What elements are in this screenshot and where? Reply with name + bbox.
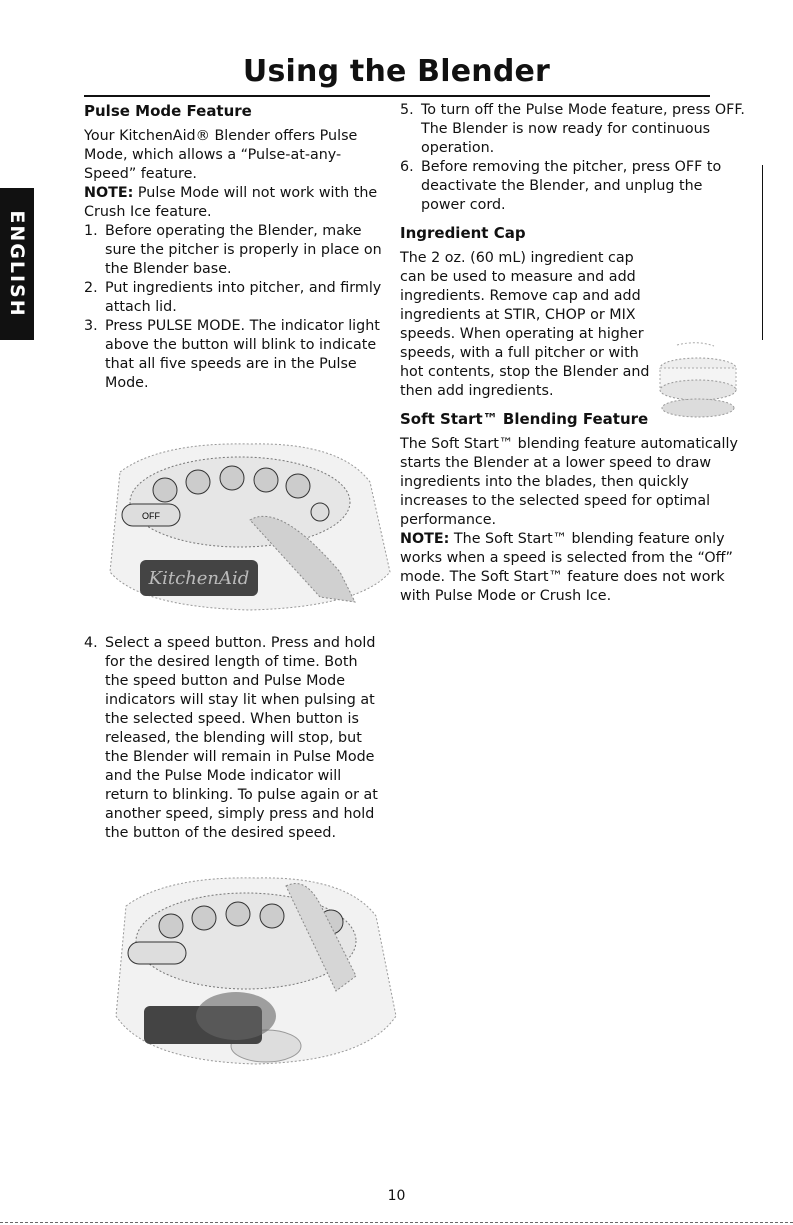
list-item xyxy=(400,101,745,158)
off-button-label: OFF xyxy=(142,511,160,521)
step-number: 5. xyxy=(400,102,414,118)
step-text: Put ingredients into pitcher, and firmly attach lid. xyxy=(105,280,382,315)
list-item xyxy=(84,634,384,843)
title-rule xyxy=(84,95,710,97)
soft-start-text: The Soft Start™ blending feature automatically starts the Blender at a lower speed to draw ingredients into the blades, then quickly increases to the selected speed for optimal performance. xyxy=(400,436,738,528)
soft-start-note-text: The Soft Start™ blending feature only works when a speed is selected from the “Off” mode. The Soft Start™ feature does not work with Pulse Mode or Crush Ice. xyxy=(400,531,733,604)
blender-speed-button-illustration xyxy=(106,866,400,1076)
pulse-note-label: NOTE: xyxy=(84,185,134,201)
ingredient-cap-heading: Ingredient Cap xyxy=(400,224,526,242)
step-text: Select a speed button. Press and hold for the desired length of time. Both the speed button and Pulse Mode indicators will stay lit when pulsing at the selected speed. When button is released, the blending will stop, but the Blender will remain in Pulse Mode and the Pulse Mode indicator will return to blinking. To pulse again or at another speed, simply press and hold the button of the desired speed. xyxy=(105,635,378,841)
step-number: 2. xyxy=(84,280,98,296)
step-text: To turn off the Pulse Mode feature, press OFF. The Blender is now ready for continuous operation. xyxy=(421,102,745,156)
pulse-heading: Pulse Mode Feature xyxy=(84,102,252,120)
pulse-steps-1-3 xyxy=(84,222,384,393)
step-number: 6. xyxy=(400,159,414,175)
pulse-step-4 xyxy=(84,634,384,843)
step-number: 3. xyxy=(84,318,98,334)
ingredient-cap-illustration xyxy=(652,340,744,422)
step-number: 1. xyxy=(84,223,98,239)
language-tab xyxy=(0,188,34,340)
margin-mark xyxy=(762,165,763,340)
pulse-note-text: Pulse Mode will not work with the Crush Ice feature. xyxy=(84,185,378,220)
list-item xyxy=(84,222,384,279)
step-text: Before operating the Blender, make sure the pitcher is properly in place on the Blender base. xyxy=(105,223,382,277)
ingredient-cap-text: The 2 oz. (60 mL) ingredient cap can be used to measure and add ingredients. Remove cap and add ingredients at STIR, CHOP or MIX speeds. When operating at higher speeds, with a full pitcher or with hot contents, stop the Blender and then add ingredients. xyxy=(400,250,650,399)
soft-start-heading: Soft Start™ Blending Feature xyxy=(400,410,649,428)
pulse-intro: Your KitchenAid® Blender offers Pulse Mode, which allows a “Pulse-at-any-Speed” feature. xyxy=(84,128,358,182)
brand-logo-text: KitchenAid xyxy=(148,568,250,589)
list-item xyxy=(84,317,384,393)
page-title: Using the Blender xyxy=(242,54,551,89)
step-text: Press PULSE MODE. The indicator light above the button will blink to indicate that all five speeds are in the Pulse Mode. xyxy=(105,318,380,391)
list-item xyxy=(400,158,745,215)
soft-start-note xyxy=(400,530,745,606)
language-tab-label: ENGLISH xyxy=(6,210,28,318)
step-number: 4. xyxy=(84,635,98,651)
page-number: 10 xyxy=(387,1188,406,1204)
blender-pulse-mode-illustration xyxy=(100,432,400,622)
step-text: Before removing the pitcher, press OFF to deactivate the Blender, and unplug the power cord. xyxy=(421,159,722,213)
soft-start-note-label: NOTE: xyxy=(400,531,450,547)
bottom-rule xyxy=(0,1222,793,1224)
pulse-note xyxy=(84,184,384,222)
left-column xyxy=(84,101,384,393)
pulse-steps-5-6 xyxy=(400,101,745,215)
list-item xyxy=(84,279,384,317)
